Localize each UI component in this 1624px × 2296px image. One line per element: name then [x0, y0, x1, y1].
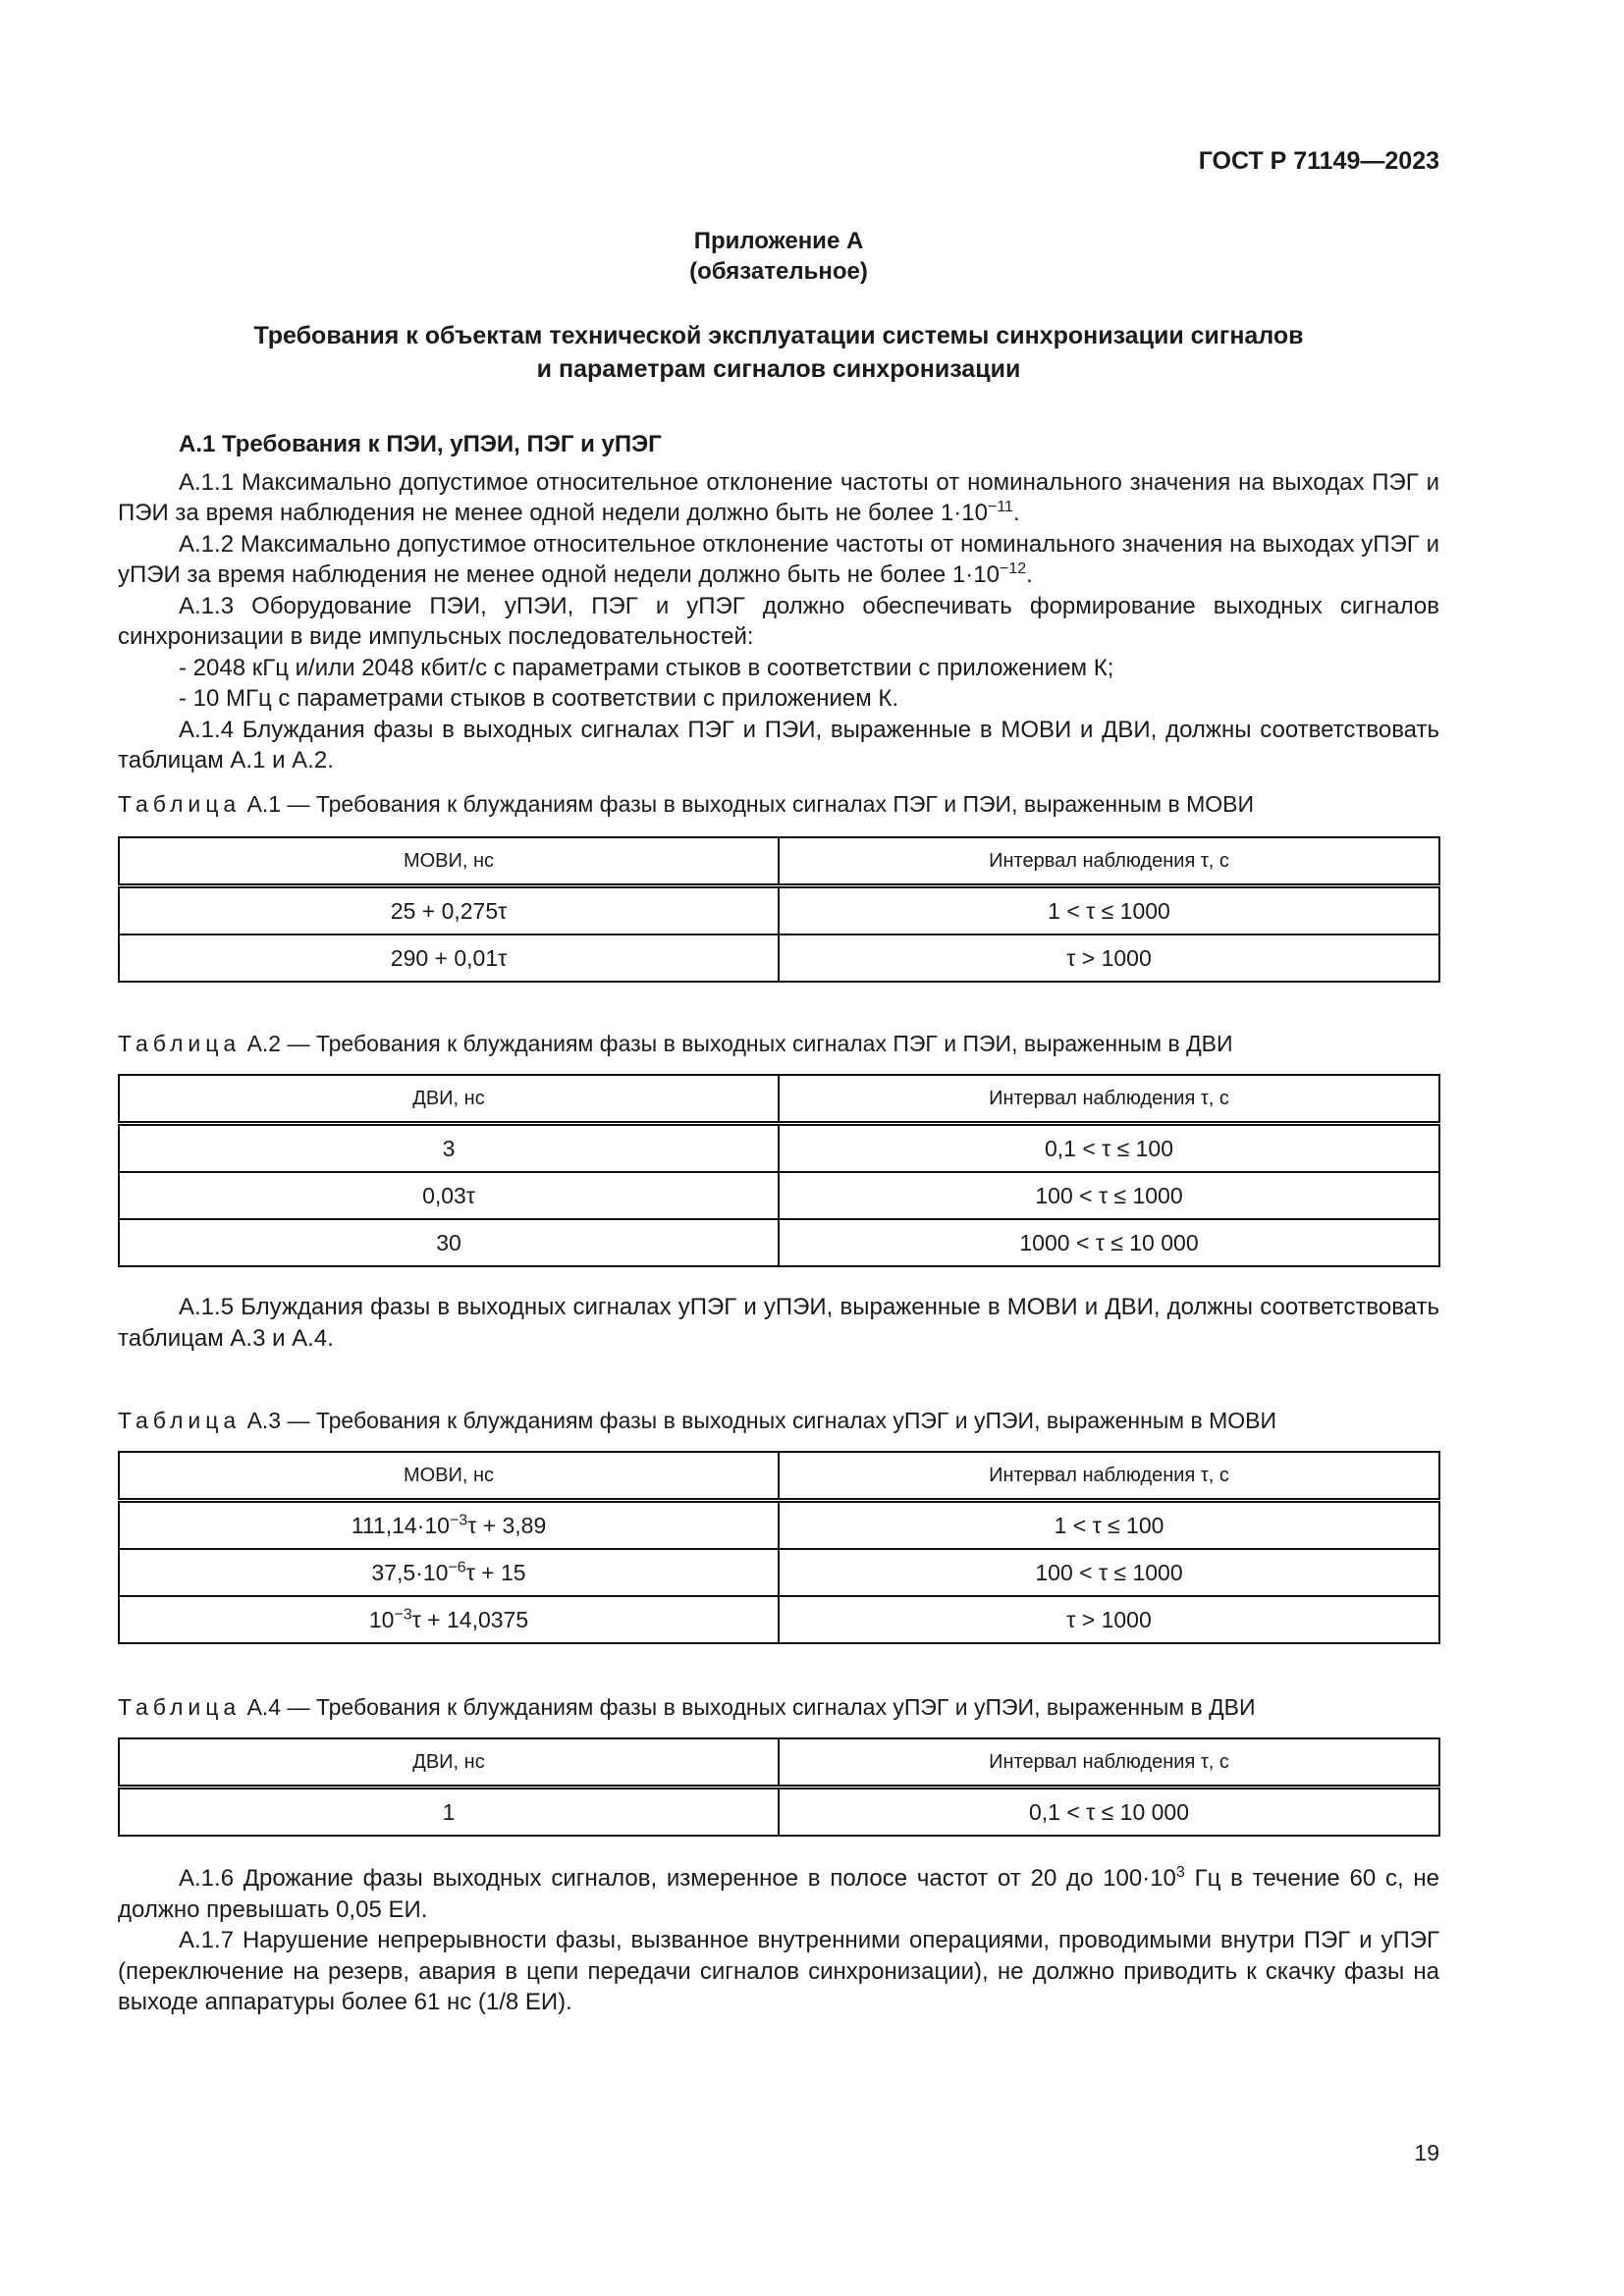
table-cell: 25 + 0,275τ [119, 886, 779, 935]
superscript: 3 [1175, 1864, 1185, 1881]
column-header: МОВИ, нс [119, 1452, 779, 1501]
table-cell: 0,03τ [119, 1172, 779, 1219]
table-header-row [119, 1452, 1439, 1501]
table-cell: 100 < τ ≤ 1000 [779, 1549, 1439, 1596]
table-a3-caption [118, 1408, 1439, 1434]
title-line-1: Требования к объектам технической эксплуатации системы синхронизации сигналов [253, 322, 1304, 349]
text: . [1026, 561, 1033, 588]
column-header: Интервал наблюдения τ, с [779, 837, 1439, 886]
table-cell: 100 < τ ≤ 1000 [779, 1172, 1439, 1219]
table-cell [119, 1501, 779, 1550]
paragraph-a17: А.1.7 Нарушение непрерывности фазы, вызванное внутренними операциями, проводимыми внутри ПЭГ и уПЭГ (переключение на резерв, авария в цепи передачи сигналов синхронизации), не должно приводить к скачку фазы на выходе аппаратуры более 61 нс (1/8 ЕИ). [118, 1927, 1439, 2015]
table-a1 [118, 836, 1440, 983]
table-row [119, 1172, 1439, 1219]
appendix-title: Приложение А [693, 228, 864, 254]
table-a1-caption [118, 791, 1439, 818]
text: А.1.6 Дрожание фазы выходных сигналов, измеренное в полосе частот от 20 до 100·10 [179, 1865, 1176, 1892]
table-header-row [119, 1738, 1439, 1788]
table-cell: 290 + 0,01τ [119, 934, 779, 982]
column-header: Интервал наблюдения τ, с [779, 1452, 1439, 1501]
table-a4 [118, 1737, 1440, 1837]
table-a4-caption [118, 1694, 1439, 1721]
list-item: - 2048 кГц и/или 2048 кбит/с с параметрами стыков в соответствии с приложением К; [179, 654, 1114, 681]
table-a2-caption [118, 1031, 1439, 1057]
list-item: - 10 МГц с параметрами стыков в соответствии с приложением К. [179, 685, 899, 712]
table-row [119, 1596, 1439, 1643]
page-title [118, 319, 1439, 386]
superscript: −3 [449, 1511, 468, 1528]
title-line-2: и параметрам сигналов синхронизации [536, 355, 1021, 383]
paragraph-a15: А.1.5 Блуждания фазы в выходных сигналах уПЭГ и уПЭИ, выраженные в МОВИ и ДВИ, должны соответствовать таблицам А.3 и А.4. [118, 1294, 1439, 1352]
table-cell: τ > 1000 [779, 934, 1439, 982]
section-a1 [118, 429, 1439, 776]
table-cell: 1 [119, 1788, 779, 1837]
caption-text: А.2 — Требования к блужданиям фазы в выходных сигналах ПЭГ и ПЭИ, выраженным в ДВИ [241, 1031, 1233, 1056]
paragraph-a11 [118, 467, 1439, 529]
table-a3 [118, 1451, 1440, 1644]
table-cell: 3 [119, 1124, 779, 1173]
paragraph-a13: А.1.3 Оборудование ПЭИ, уПЭИ, ПЭГ и уПЭГ должно обеспечивать формирование выходных сигналов синхронизации в виде импульсных последовательностей: [118, 592, 1439, 650]
table-cell: 1 < τ ≤ 1000 [779, 886, 1439, 935]
superscript: −11 [987, 499, 1013, 515]
table-row [119, 1788, 1439, 1837]
text: Гц в течение 60 с, не должно превышать 0,05 ЕИ. [118, 1865, 1439, 1923]
table-cell [119, 1549, 779, 1596]
table-cell: τ > 1000 [779, 1596, 1439, 1643]
paragraphs-a16-a17 [118, 1863, 1439, 2018]
page-number: 19 [1414, 2140, 1439, 2165]
section-heading: А.1 Требования к ПЭИ, уПЭИ, ПЭГ и уПЭГ [179, 431, 662, 457]
paragraph-a15-block [118, 1292, 1439, 1354]
text: 10 [368, 1606, 395, 1632]
appendix-heading [118, 226, 1439, 287]
table-row [119, 1219, 1439, 1266]
caption-label: Таблица [118, 791, 242, 817]
superscript: −12 [999, 561, 1027, 577]
table-row [119, 1124, 1439, 1173]
column-header: МОВИ, нс [119, 837, 779, 886]
superscript: −3 [394, 1605, 412, 1623]
table-cell: 1000 < τ ≤ 10 000 [779, 1219, 1439, 1266]
text: А.1.2 Максимально допустимое относительное отклонение частоты от номинального значения на выходах уПЭГ и уПЭИ за время наблюдения не менее одной недели должно быть не более 1·10 [118, 530, 1439, 588]
caption-label: Таблица [118, 1031, 242, 1056]
caption-text: А.1 — Требования к блужданиям фазы в выходных сигналах ПЭГ и ПЭИ, выраженным в МОВИ [241, 791, 1255, 817]
column-header: ДВИ, нс [119, 1738, 779, 1788]
text: τ + 14,0375 [411, 1606, 529, 1632]
caption-text: А.3 — Требования к блужданиям фазы в выходных сигналах уПЭГ и уПЭИ, выраженным в МОВИ [241, 1408, 1277, 1433]
text: 111,14·10 [351, 1512, 450, 1538]
table-row [119, 886, 1439, 935]
table-row [119, 934, 1439, 982]
paragraph-a12 [118, 529, 1439, 591]
table-cell: 0,1 < τ ≤ 100 [779, 1124, 1439, 1173]
superscript: −6 [448, 1558, 466, 1575]
table-row [119, 1549, 1439, 1596]
table-cell [119, 1596, 779, 1643]
text: τ + 15 [465, 1559, 526, 1585]
table-cell: 0,1 < τ ≤ 10 000 [779, 1788, 1439, 1837]
table-cell: 30 [119, 1219, 779, 1266]
table-cell: 1 < τ ≤ 100 [779, 1501, 1439, 1550]
text: 37,5·10 [371, 1559, 449, 1585]
caption-label: Таблица [118, 1694, 242, 1720]
text: . [1012, 500, 1020, 526]
caption-text: А.4 — Требования к блужданиям фазы в выходных сигналах уПЭГ и уПЭИ, выраженным в ДВИ [241, 1694, 1256, 1720]
text: τ + 3,89 [467, 1512, 547, 1538]
table-a2 [118, 1074, 1440, 1267]
table-row [119, 1501, 1439, 1550]
document-id: ГОСТ Р 71149—2023 [1198, 147, 1439, 175]
paragraph-a16 [118, 1863, 1439, 1925]
table-header-row [119, 1075, 1439, 1124]
table-header-row [119, 837, 1439, 886]
column-header: Интервал наблюдения τ, с [779, 1075, 1439, 1124]
column-header: Интервал наблюдения τ, с [779, 1738, 1439, 1788]
caption-label: Таблица [118, 1408, 242, 1433]
column-header: ДВИ, нс [119, 1075, 779, 1124]
text: А.1.1 Максимально допустимое относительное отклонение частоты от номинального значения на выходах ПЭГ и ПЭИ за время наблюдения не менее одной недели должно быть не более 1·10 [118, 468, 1439, 526]
paragraph-a14: А.1.4 Блуждания фазы в выходных сигналах ПЭГ и ПЭИ, выраженные в МОВИ и ДВИ, должны соответствовать таблицам А.1 и А.2. [118, 716, 1439, 774]
appendix-kind: (обязательное) [689, 258, 868, 285]
